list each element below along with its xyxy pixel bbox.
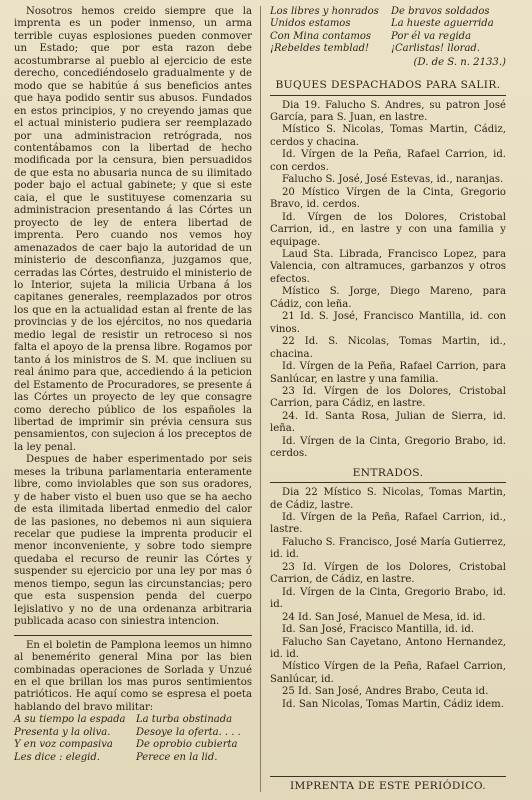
list-item: Id. Vírgen de la Peña, Rafael Carrion, para Sanlúcar, en lastre y una familia. [270, 361, 506, 385]
poem-line: De bravos soldados [391, 6, 490, 17]
list-item: Dia 22 Místico S. Nicolas, Tomas Martin, de Cádiz, lastre. [270, 487, 506, 511]
poem-line: A su tiempo la espada [14, 714, 126, 726]
list-item: 22 Id. S. Nicolas, Tomas Martin, id., chacina. [270, 336, 506, 360]
list-item: Laud Sta. Librada, Francisco Lopez, para Valencia, con altramuces, garbanzos y otros efectos. [270, 248, 506, 285]
poem-signature: (D. de S. n. 2133.) [413, 56, 506, 68]
heading-entrados: ENTRADOS. [270, 467, 506, 483]
poem-line: Les dice : elegid. [14, 751, 100, 763]
heading-buques-salir: BUQUES DESPACHADOS PARA SALIR. [270, 79, 506, 95]
list-item: 24. Id. Santa Rosa, Julian de Sierra, id. leña. [270, 410, 506, 435]
poem-line: Perece en la lid. [136, 751, 218, 763]
poem-line: La turba obstinada [136, 714, 233, 726]
list-item: 23 Id. Vírgen de los Dolores, Cristobal Carrion, para Cádiz, en lastre. [270, 385, 506, 410]
list-item: Id. San Nicolas, Tomas Martin, Cádiz idem. [282, 698, 504, 710]
article-paragraph-3: En el boletin de Pamplona leemos un himno al benemérito general Mina por las bien combinadas operaciones de Sorlada y Unzué en el que brillan los mas puros sentimientos patrióticos. He aquí como se espresa el poeta hablando del bravo militar: [14, 639, 252, 713]
poem-line: Y en voz compasiva [14, 739, 113, 751]
poem-line: Con Mina contamos [270, 30, 371, 42]
entrados-list [270, 487, 506, 711]
list-item: Falucho San Cayetano, Antono Hernandez, id. id. [270, 636, 506, 661]
column-divider [260, 6, 261, 792]
right-column [270, 6, 506, 711]
left-column [14, 6, 252, 764]
list-item: Místico S. Nicolas, Tomas Martin, Cádiz, cerdos y chacina. [270, 124, 506, 148]
list-item: 23 Id. Vírgen de los Dolores, Cristobal Carrion, de Cádiz, en lastre. [270, 561, 506, 586]
article-paragraph-1: Nosotros hemos creido siempre que la imprenta es un poder inmenso, un arma terrible cuyas esplosiones pueden conmover un Estado; que por esta razon debe acostumbrarse al pueblo al ejercicio de este derecho, concediéndoselo gradualmente y de modo que se habitúe á sus beneficios antes que haya podido sentir sus abusos. Fundados en estos principios, y no creyendo jamas que el actual ministerio pudiera ser reemplazado por una administracion retrógrada, nos contentábamos con la libertad de hecho modificada por la censura, bien persuadidos de que esta no abusaria nunca de su ilimitado poder bajo el actual gabinete; y que si este caia, el que le sustituyese comenzaria su administracion presentando á las Córtes un proyecto de ley de entera libertad de imprenta. Pero cuando nos vemos hoy amenazados de caer bajo la autoridad de un ministerio de desconfianza, juzgamos que, cerradas las Córtes, destruido el ministerio de lo Interior, sujeta la milicia Urbana á los capitanes generales, reemplazados por otros los que en la actualidad estan al frente de las provincias y de los ejércitos, no nos quedaria medio legal de resistir un retroceso si nos falta el apoyo de la prensa libre. Rogamos por tanto á los ministros de S. M. que incliuen su real ánimo para que, accediendo á la peticion del Estamento de Procuradores, se presente á las Córtes un proyecto de ley que consagre como derecho público de los españoles la libertad de imprimir sin prévia censura sus pensamientos, con sujecion á los preceptos de la ley penal. [14, 6, 252, 453]
list-item: Id. San José, Fracisco Mantilla, id. id. [282, 624, 475, 636]
list-item: Id. Vírgen de los Dolores, Cristobal Carrion, id., en lastre y con una familia y equipage. [270, 211, 506, 248]
salir-list [270, 100, 506, 461]
list-item: Místico S. Jorge, Diego Mareno, para Cádiz, con leña. [270, 286, 506, 310]
poem-line: De oprobio cubierta [136, 739, 238, 751]
poem-line: Desoye la oferta. . . . [136, 726, 241, 738]
poem-line: Los libres y honrados [270, 6, 379, 17]
article-paragraph-2: Despues de haber esperimentado por seis meses la tribuna parlamentaria enteramente libre, como inviolables que son sus oradores, y de haber visto el buen uso que se ha aecho de esta ilimitada libertad enmedio del calor de las pasiones, no debemos ni aun siquiera recelar que pudiese la imprenta producir el menor inconveniente, y sobre todo siempre quedaba el recurso de reunir las Córtes y suspender su ejercicio por una ley por mas ó menos tiempo, segun las circunstancias; pero que esta suspension penda del cuerpo lejislativo y no de una ordenanza arbitraria publicada acaso con siniestra intencion. [14, 454, 252, 628]
section-divider [14, 635, 252, 636]
list-item: 25 Id. San José, Andres Brabo, Ceuta id. [282, 686, 489, 698]
poem-line: La hueste aguerrida [391, 18, 494, 30]
list-item: 24 Id. San José, Manuel de Mesa, id. id. [282, 611, 486, 623]
list-item: 20 Místico Vírgen de la Cinta, Gregorio Bravo, id. cerdos. [270, 186, 506, 211]
poem-line: ¡Rebeldes temblad! [270, 43, 370, 55]
poem-line: ¡Carlistas! llorad. [391, 43, 480, 55]
poem-line: Por él va regida [391, 30, 472, 42]
printer-footer: IMPRENTA DE ESTE PERIÓDICO. [270, 776, 506, 792]
list-item: Id. Vírgen de la Peña, Rafael Carrion, id., lastre. [270, 512, 506, 536]
list-item: Místico Vírgen de la Peña, Rafael Carrion, Sanlúcar, id. [270, 661, 506, 685]
list-item: Id. Vírgen de la Peña, Rafael Carrion, id. con cerdos. [270, 149, 506, 173]
poem-line: Presenta y la oliva. [14, 726, 111, 738]
list-item: Dia 19. Falucho S. Andres, su patron José García, para S. Juan, en lastre. [270, 99, 506, 123]
poem-stanza-left [14, 714, 252, 764]
poem-line: Unidos estamos [270, 18, 351, 30]
list-item: Id. Vírgen de la Cinta, Gregorio Brabo, id. cerdos. [270, 435, 506, 460]
list-item: Falucho S. Francisco, José María Gutierrez, id. id. [270, 536, 506, 561]
poem-stanza-right [270, 6, 506, 56]
list-item: Id. Vírgen de la Cinta, Gregorio Brabo, id. id. [270, 586, 506, 611]
list-item: 21 Id. S. José, Francisco Mantilla, id. con vinos. [270, 311, 506, 335]
list-item: Falucho S. José, José Estevas, id., naranjas. [282, 174, 504, 186]
